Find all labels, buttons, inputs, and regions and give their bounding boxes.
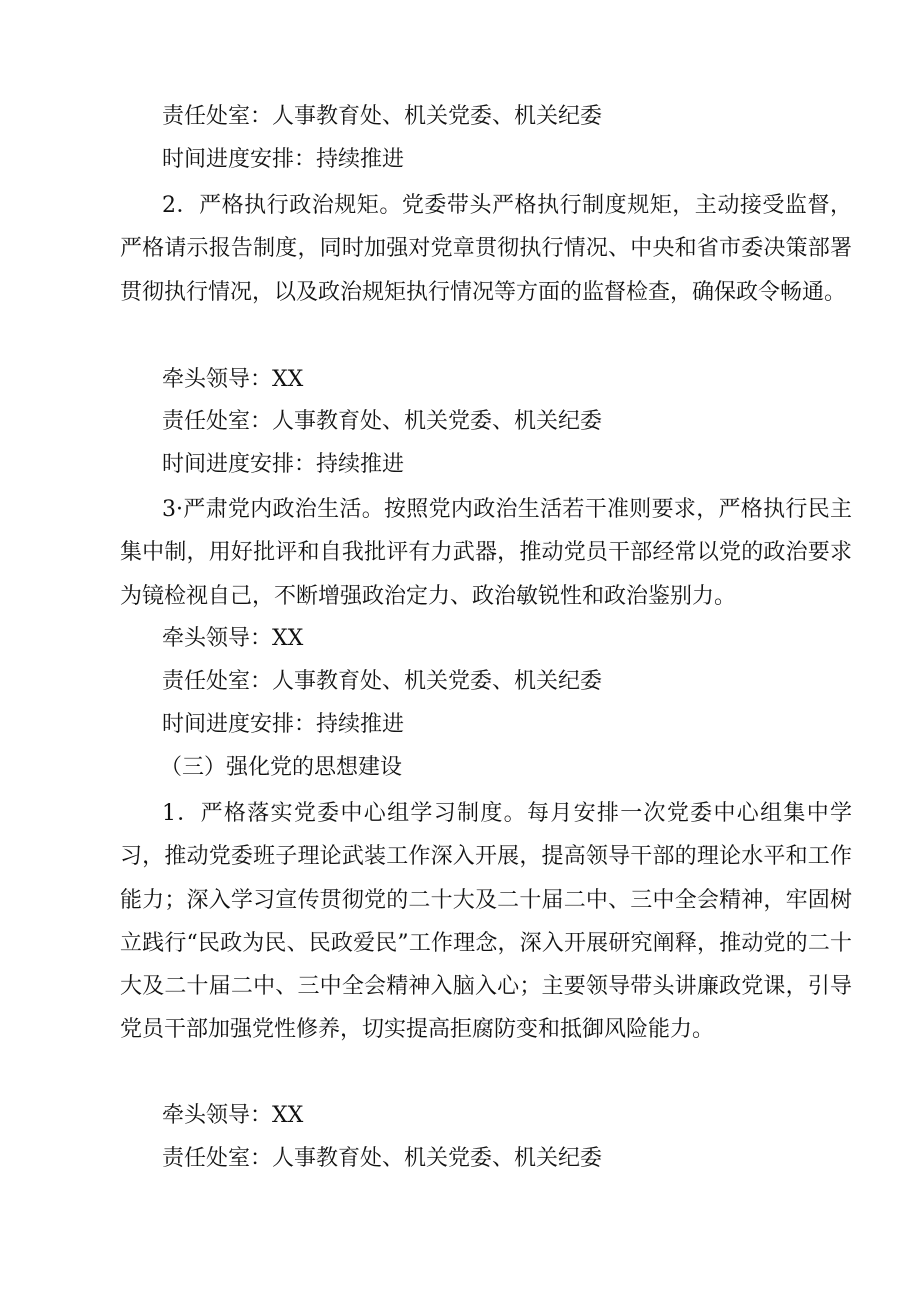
section-heading: （三）强化党的思想建设 (160, 755, 403, 780)
schedule-line: 时间进度安排：持续推进 (162, 712, 405, 737)
section-item-paragraph: 1．严格落实党委中心组学习制度。每月安排一次党委中心组集中学习，推动党委班子理论武装工作深入开展，提高领导干部的理论水平和工作能力；深入学习宣传贯彻党的二十大及二十届二中、三中全会精神，牢固树立践行“民政为民、民政爱民”工作理念，深入开展研究阐释，推动党的二十大及二十届二中、三中全会精神入脑入心；主要领导带头讲廉政党课，引导党员干部加强党性修养，切实提高拒腐防变和抵御风险能力。 (120, 801, 852, 1043)
schedule-line: 时间进度安排：持续推进 (162, 452, 405, 477)
responsible-office-line: 责任处室：人事教育处、机关党委、机关纪委 (162, 409, 603, 434)
schedule-line: 时间进度安排：持续推进 (162, 147, 405, 172)
lead-leader-line: 牵头领导：XX (162, 367, 304, 392)
responsible-office-line: 责任处室：人事教育处、机关党委、机关纪委 (162, 1146, 603, 1171)
section-item-paragraph: 2．严格执行政治规矩。党委带头严格执行制度规矩，主动接受监督，严格请示报告制度，同时加强对党章贯彻执行情况、中央和省市委决策部署贯彻执行情况，以及政治规矩执行情况等方面的监督检查，确保政令畅通。 (120, 193, 852, 305)
lead-leader-line: 牵头领导：XX (162, 1103, 304, 1128)
section-item-paragraph: 3·严肃党内政治生活。按照党内政治生活若干准则要求，严格执行民主集中制，用好批评和自我批评有力武器，推动党员干部经常以党的政治要求为镜检视自己，不断增强政治定力、政治敏锐性和政治鉴别力。 (120, 497, 852, 609)
responsible-office-line: 责任处室：人事教育处、机关党委、机关纪委 (162, 669, 603, 694)
responsible-office-line: 责任处室：人事教育处、机关党委、机关纪委 (162, 104, 603, 129)
lead-leader-line: 牵头领导：XX (162, 626, 304, 651)
